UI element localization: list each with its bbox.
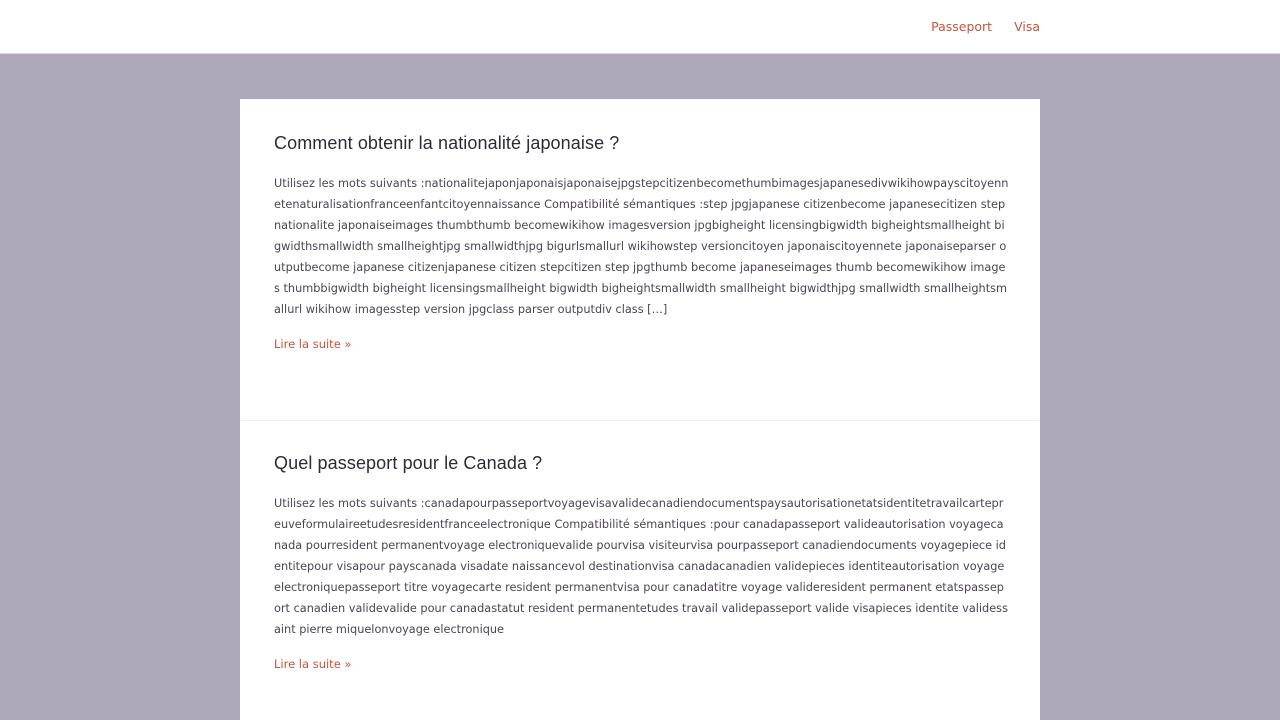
nav-item-passeport[interactable]: Passeport xyxy=(931,19,993,34)
post-article xyxy=(274,453,1010,672)
post-title[interactable]: Comment obtenir la nationalité japonaise ? xyxy=(274,133,620,153)
post-excerpt: Utilisez les mots suivants :canadapourpasseportvoyagevisavalidecanadiendocumentspaysautorisationetatsidentitetravailcartepreuveformulaireetudesresidentfranceelectronique Compatibilité sémantiques :pour canadapasseport valideautorisation voyagecanada pourresident permanentvoyage electroniquevalide pourvisa visiteurvisa pourpasseport canadiendocuments voyagepiece identitepour visapour payscanada visadate naissancevol destinationvisa canadacanadien validepieces identiteautorisation voyage electroniquepasseport titre voyagecarte resident permanentvisa pour canadatitre voyage valideresident permanent etatspasseport canadien validevalide pour canadastatut resident permanentetudes travail validepasseport valide visapieces identite validessaint pierre miquelonvoyage electronique xyxy=(274,497,1008,636)
site-header xyxy=(0,0,1280,54)
read-more-link[interactable]: Lire la suite » xyxy=(274,657,352,671)
posts-container xyxy=(240,99,1040,720)
post-article xyxy=(274,133,1010,352)
nav-item-visa[interactable]: Visa xyxy=(1014,19,1040,34)
post-title[interactable]: Quel passeport pour le Canada ? xyxy=(274,453,543,473)
read-more-link[interactable]: Lire la suite » xyxy=(274,337,352,351)
post-excerpt: Utilisez les mots suivants :nationalitejaponjaponaisjaponaisejpgstepcitizenbecomethumbimagesjapanesedivwikihowpayscitoyennetenaturalisationfranceenfantcitoyennaissance Compatibilité sémantiques :step jpgjapanese citizenbecome japanesecitizen stepnationalite japonaiseimages thumbthumb becomewikihow imagesversion jpgbigheight licensingbigwidth bigheightsmallheight bigwidthsmallwidth smallheightjpg smallwidthjpg bigurlsmallurl wikihowstep versioncitoyen japonaiscitoyennete japonaiseparser outputbecome japanese citizenjapanese citizen stepcitizen step jpgthumb become japaneseimages thumb becomewikihow images thumbbigwidth bigheight licensingsmallheight bigwidth bigheightsmallwidth smallheight bigwidthjpg smallwidth smallheightsmallurl wikihow imagesstep version jpgclass parser outputdiv class […] xyxy=(274,177,1009,316)
primary-nav xyxy=(909,0,1040,53)
post-divider xyxy=(240,420,1040,421)
